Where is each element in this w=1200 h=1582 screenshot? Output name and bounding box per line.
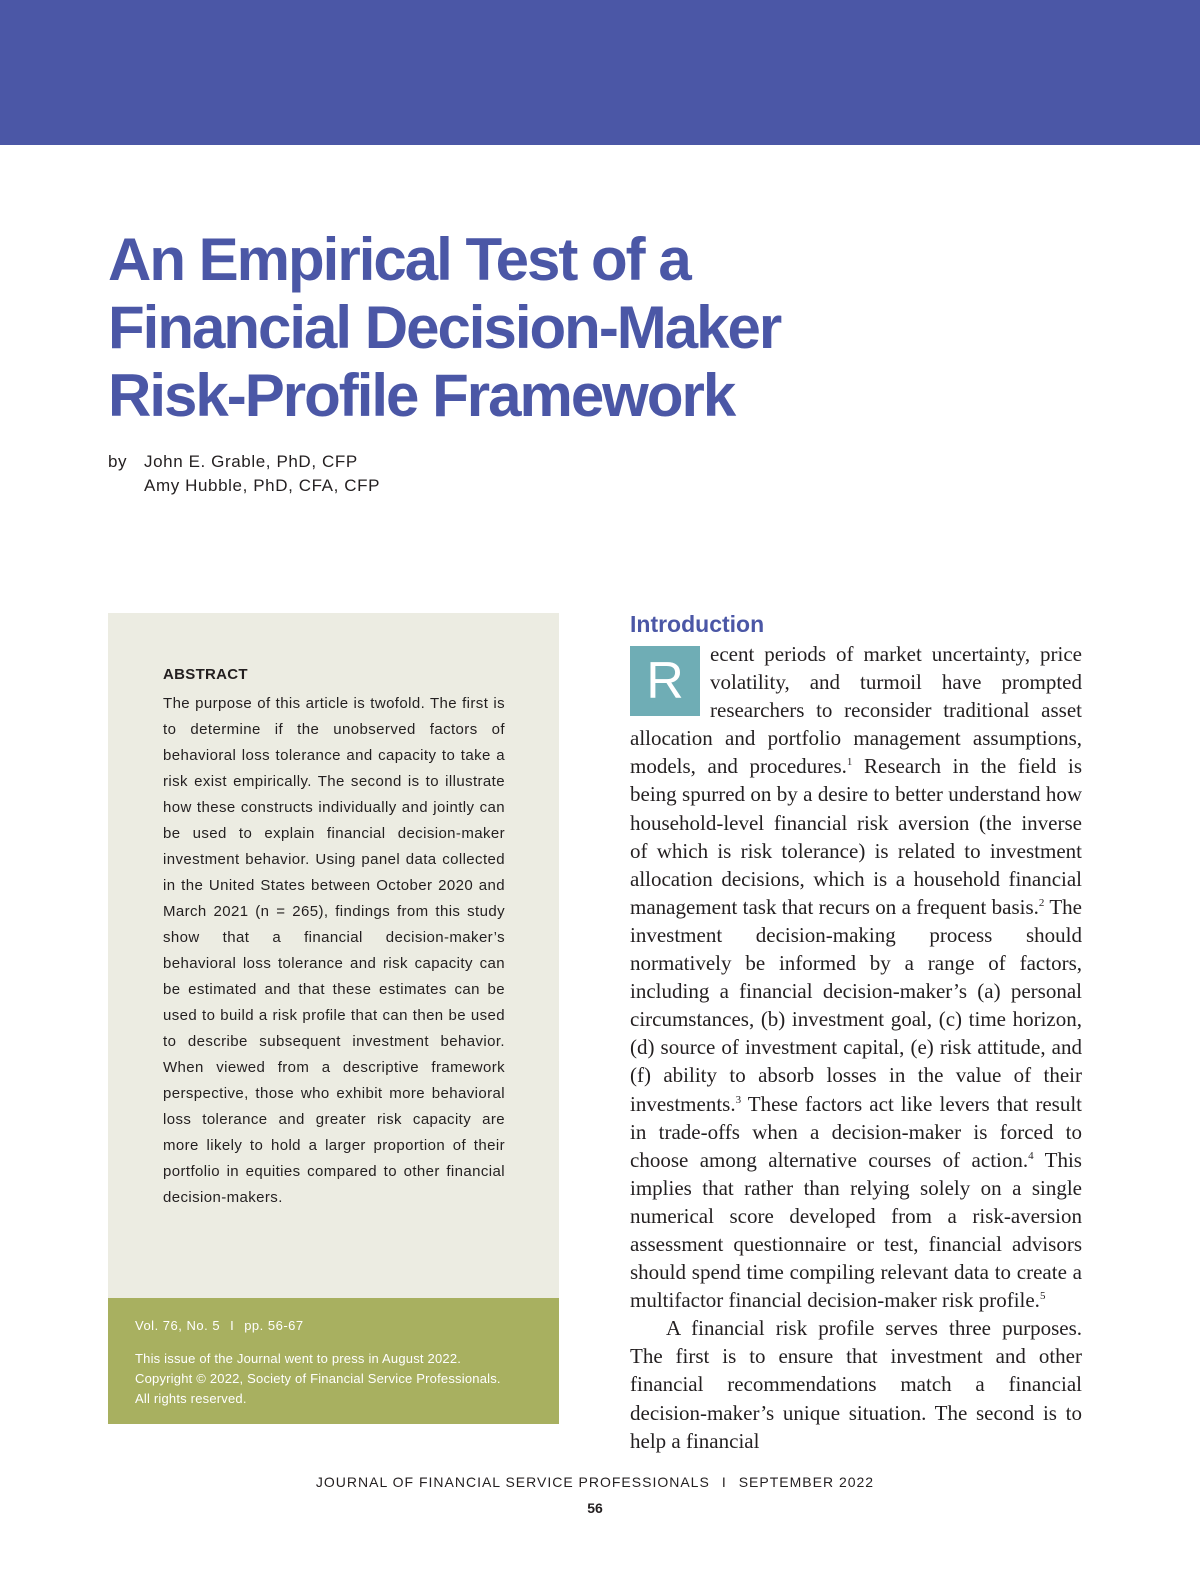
abstract-text: The purpose of this article is twofold. The first is to determine if the unobserved factors of behavioral loss tolerance and capacity to take a risk exist empirically. The second is to illustrate how these constructs individually and jointly can be used to explain financial decision-maker investment behavior. Using panel data collected in the United States between October 2020 and March 2021 (n = 265), findings from this study show that a financial decision-maker’s behavioral loss tolerance and risk capacity can be estimated and that these estimates can be used to build a risk profile that can then be used to describe subsequent investment behavior. When viewed from a descriptive framework perspective, those who exhibit more behavioral loss tolerance and greater risk capacity are more likely to hold a larger proportion of their portfolio in equities compared to other financial decision-makers. bbox=[163, 695, 505, 1206]
text-segment: Research in the field is being spurred on by a desire to better understand how household-level financial risk aversion (the inverse of which is risk tolerance) is related to investment allocation decisions, which is a household financial management task that recurs on a frequent basis. bbox=[630, 754, 1083, 919]
volume-line bbox=[135, 1318, 304, 1333]
title-line: Financial Decision-Maker bbox=[108, 294, 781, 361]
footer-journal-line bbox=[0, 1474, 1190, 1490]
body-paragraph bbox=[630, 640, 1082, 1314]
footnote-marker: 2 bbox=[1038, 896, 1045, 909]
article-title bbox=[108, 226, 868, 430]
text-segment: The investment decision-making process should normatively be informed by a range of factors, including a financial decision-maker’s (a) personal circumstances, (b) investment goal, (c) time horizon, (d) source of investment capital, (e) risk attitude, and (f) ability to absorb losses in the value of their investments. bbox=[630, 894, 1082, 1116]
abstract-content bbox=[163, 665, 505, 1211]
body-paragraph: A financial risk profile serves three purposes. The first is to ensure that investment and other financial recommendations match a financial decision-maker’s unique situation. The second is to help a financial bbox=[630, 1316, 1082, 1453]
volume-number: Vol. 76, No. 5 bbox=[135, 1318, 221, 1333]
title-line: Risk-Profile Framework bbox=[108, 362, 735, 429]
body-text bbox=[630, 640, 1082, 1455]
byline-by: by bbox=[108, 452, 128, 471]
volume-separator: I bbox=[230, 1318, 235, 1333]
press-note: This issue of the Journal went to press in August 2022. bbox=[135, 1351, 462, 1366]
abstract-heading: ABSTRACT bbox=[163, 666, 248, 683]
page-range: pp. 56-67 bbox=[244, 1318, 304, 1333]
footnote-marker: 3 bbox=[735, 1093, 742, 1106]
text-segment: These factors act like levers that result in trade-offs when a decision-maker is forced to choose among alternative courses of action. bbox=[630, 1091, 1082, 1172]
copyright-note: Copyright © 2022, Society of Financial Service Professionals. bbox=[135, 1371, 501, 1386]
author-name: Amy Hubble, PhD, CFA, CFP bbox=[144, 476, 381, 495]
issue-date: SEPTEMBER 2022 bbox=[738, 1474, 875, 1490]
abstract-box bbox=[108, 613, 559, 1298]
title-line: An Empirical Test of a bbox=[108, 226, 690, 293]
text-segment: This implies that rather than relying solely on a single numerical score developed from a risk-aversion assessment questionnaire or test, financial advisors should spend time compiling relevant data to create a multifactor financial decision-maker risk profile. bbox=[630, 1147, 1082, 1313]
byline bbox=[108, 450, 380, 498]
journal-name: JOURNAL OF FINANCIAL SERVICE PROFESSIONALS bbox=[315, 1474, 710, 1490]
issue-info-box bbox=[108, 1298, 559, 1424]
header-color-band bbox=[0, 0, 1200, 145]
drop-cap: R bbox=[630, 646, 700, 716]
footnote-marker: 4 bbox=[1028, 1149, 1034, 1162]
footnote-marker: 1 bbox=[846, 756, 853, 769]
issue-notes bbox=[135, 1349, 545, 1409]
author-name: John E. Grable, PhD, CFP bbox=[144, 452, 358, 471]
author-list bbox=[144, 450, 380, 498]
rights-note: All rights reserved. bbox=[135, 1391, 247, 1406]
text-segment: ecent periods of market uncertainty, price volatility, and turmoil have prompted researchers to reconsider traditional asset allocation and portfolio management assumptions, models, and procedures. bbox=[630, 642, 1082, 779]
section-heading-introduction: Introduction bbox=[630, 611, 765, 637]
footer-separator: I bbox=[721, 1474, 727, 1490]
footnote-marker: 5 bbox=[1039, 1290, 1046, 1303]
page-number: 56 bbox=[587, 1500, 603, 1516]
